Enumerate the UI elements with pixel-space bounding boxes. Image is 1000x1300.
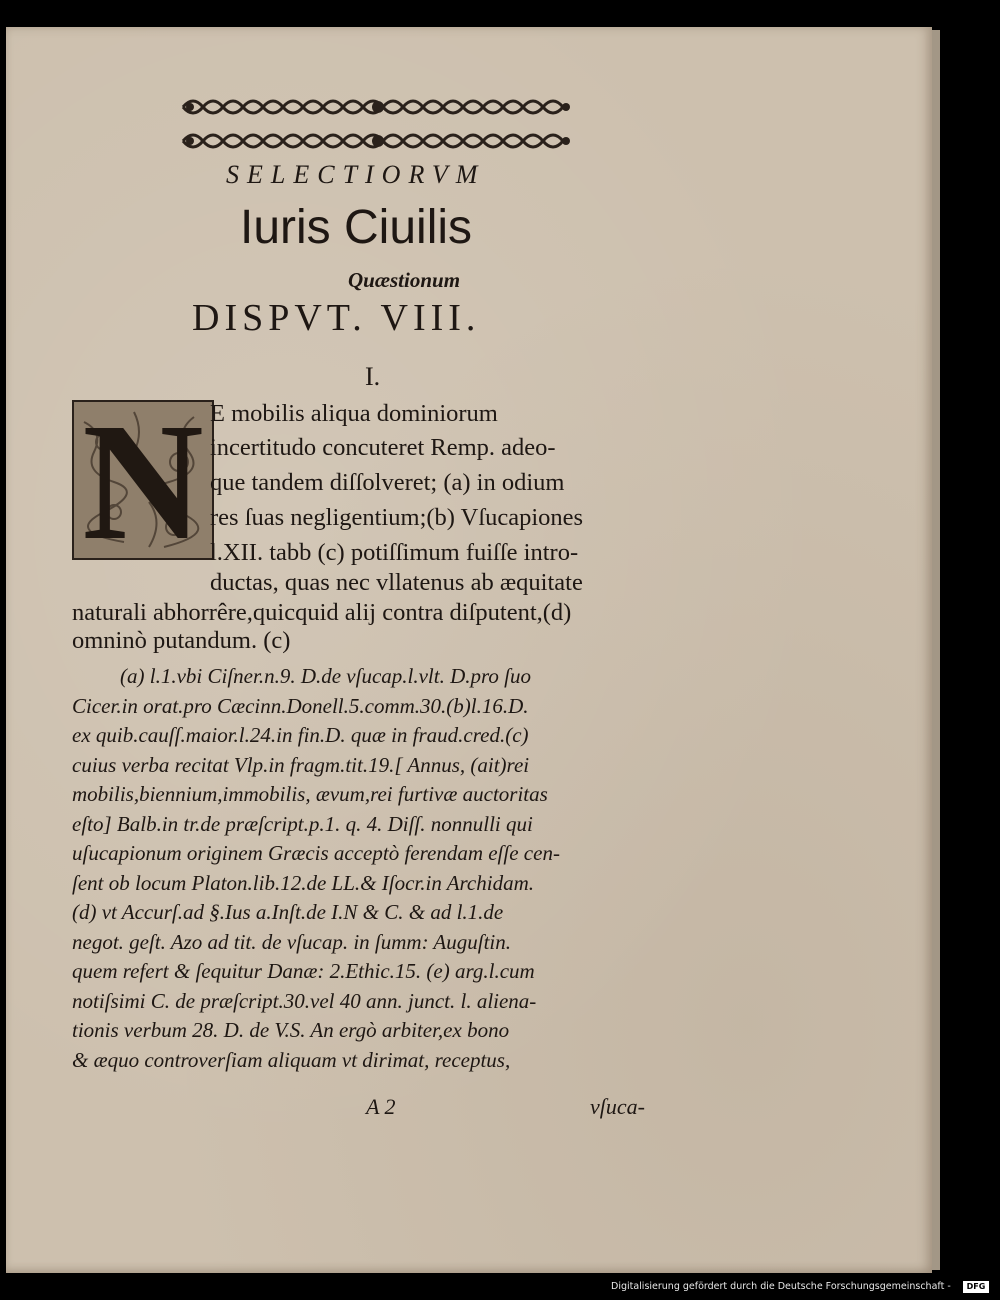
footnote-line: (a) l.1.vbi Ciſner.n.9. D.de vſucap.l.vlt. D.pro ſuo	[120, 664, 531, 688]
body-line: omninò putandum. (c)	[72, 627, 291, 654]
subtitle-heading: Quæstionum	[348, 268, 461, 292]
body-line: E mobilis aliqua dominiorum	[210, 400, 498, 427]
initial-letter: N	[82, 389, 204, 575]
body-line: que tandem diſſolveret; (a) in odium	[210, 469, 565, 496]
footnote-line: quem refert & ſequitur Danæ: 2.Ethic.15. (e) arg.l.cum	[72, 959, 535, 983]
page-edge	[932, 30, 940, 1270]
body-line: naturali abhorrêre,quicquid alij contra diſputent,(d)	[72, 599, 572, 626]
footnote-line: tionis verbum 28. D. de V.S. An ergò arbiter,ex bono	[72, 1018, 510, 1042]
footnote-line: & æquo controverſiam aliquam vt dirimat, receptus,	[72, 1047, 511, 1072]
footnote-line: cuius verba recitat Vlp.in fragm.tit.19.[ Annus, (ait)rei	[72, 752, 530, 777]
digitization-credit: Digitalisierung gefördert durch die Deutsche Forschungsgemeinschaft -	[611, 1281, 951, 1292]
series-heading: SELECTIORVM	[226, 160, 486, 189]
footnote-line: (d) vt Accurſ.ad §.Ius a.Inſt.de I.N & C. & ad l.1.de	[72, 900, 504, 924]
body-line: l.XII. tabb (c) potiſſimum fuiſſe intro-	[210, 539, 579, 566]
section-number: I.	[365, 362, 381, 391]
footnote-line: ex quib.cauſſ.maior.l.24.in fin.D. quæ in fraud.cred.(c)	[72, 723, 529, 747]
footnote-line: Cicer.in orat.pro Cæcinn.Donell.5.comm.30.(b)l.16.D.	[72, 693, 529, 718]
dfg-logo: DFG	[963, 1281, 989, 1293]
footnote-line: ſent ob locum Platon.lib.12.de LL.& Iſocr.in Archidam.	[72, 870, 534, 895]
footnote-line: mobilis,biennium,immobilis, ævum,rei furtivæ auctoritas	[72, 782, 548, 806]
decorated-initial	[72, 389, 214, 575]
body-line: ductas, quas nec vllatenus ab æquitate	[210, 569, 583, 596]
footnote-line: notiſsimi C. de præſcript.30.vel 40 ann. junct. l. aliena-	[72, 988, 537, 1013]
body-line: incertitudo concuteret Remp. adeo-	[210, 434, 556, 461]
footnote-line: eſto] Balb.in tr.de præſcript.p.1. q. 4. Diſſ. nonnulli qui	[72, 811, 533, 836]
body-line: res ſuas negligentium;(b) Vſucapiones	[210, 504, 584, 531]
disputation-heading: DISPVT. VIII.	[192, 297, 481, 339]
title-heading: Iuris Ciuilis	[240, 201, 473, 254]
ornament-band-bottom	[178, 128, 578, 154]
signature-mark: A 2	[366, 1094, 396, 1119]
footnote-line: uſucapionum originem Græcis acceptò ferendam eſſe cen-	[72, 841, 560, 865]
catchword: vſuca-	[590, 1094, 645, 1119]
footnote-line: negot. geſt. Azo ad tit. de vſucap. in ſumm: Auguſtin.	[72, 929, 512, 954]
ornament-band-top	[178, 94, 578, 120]
